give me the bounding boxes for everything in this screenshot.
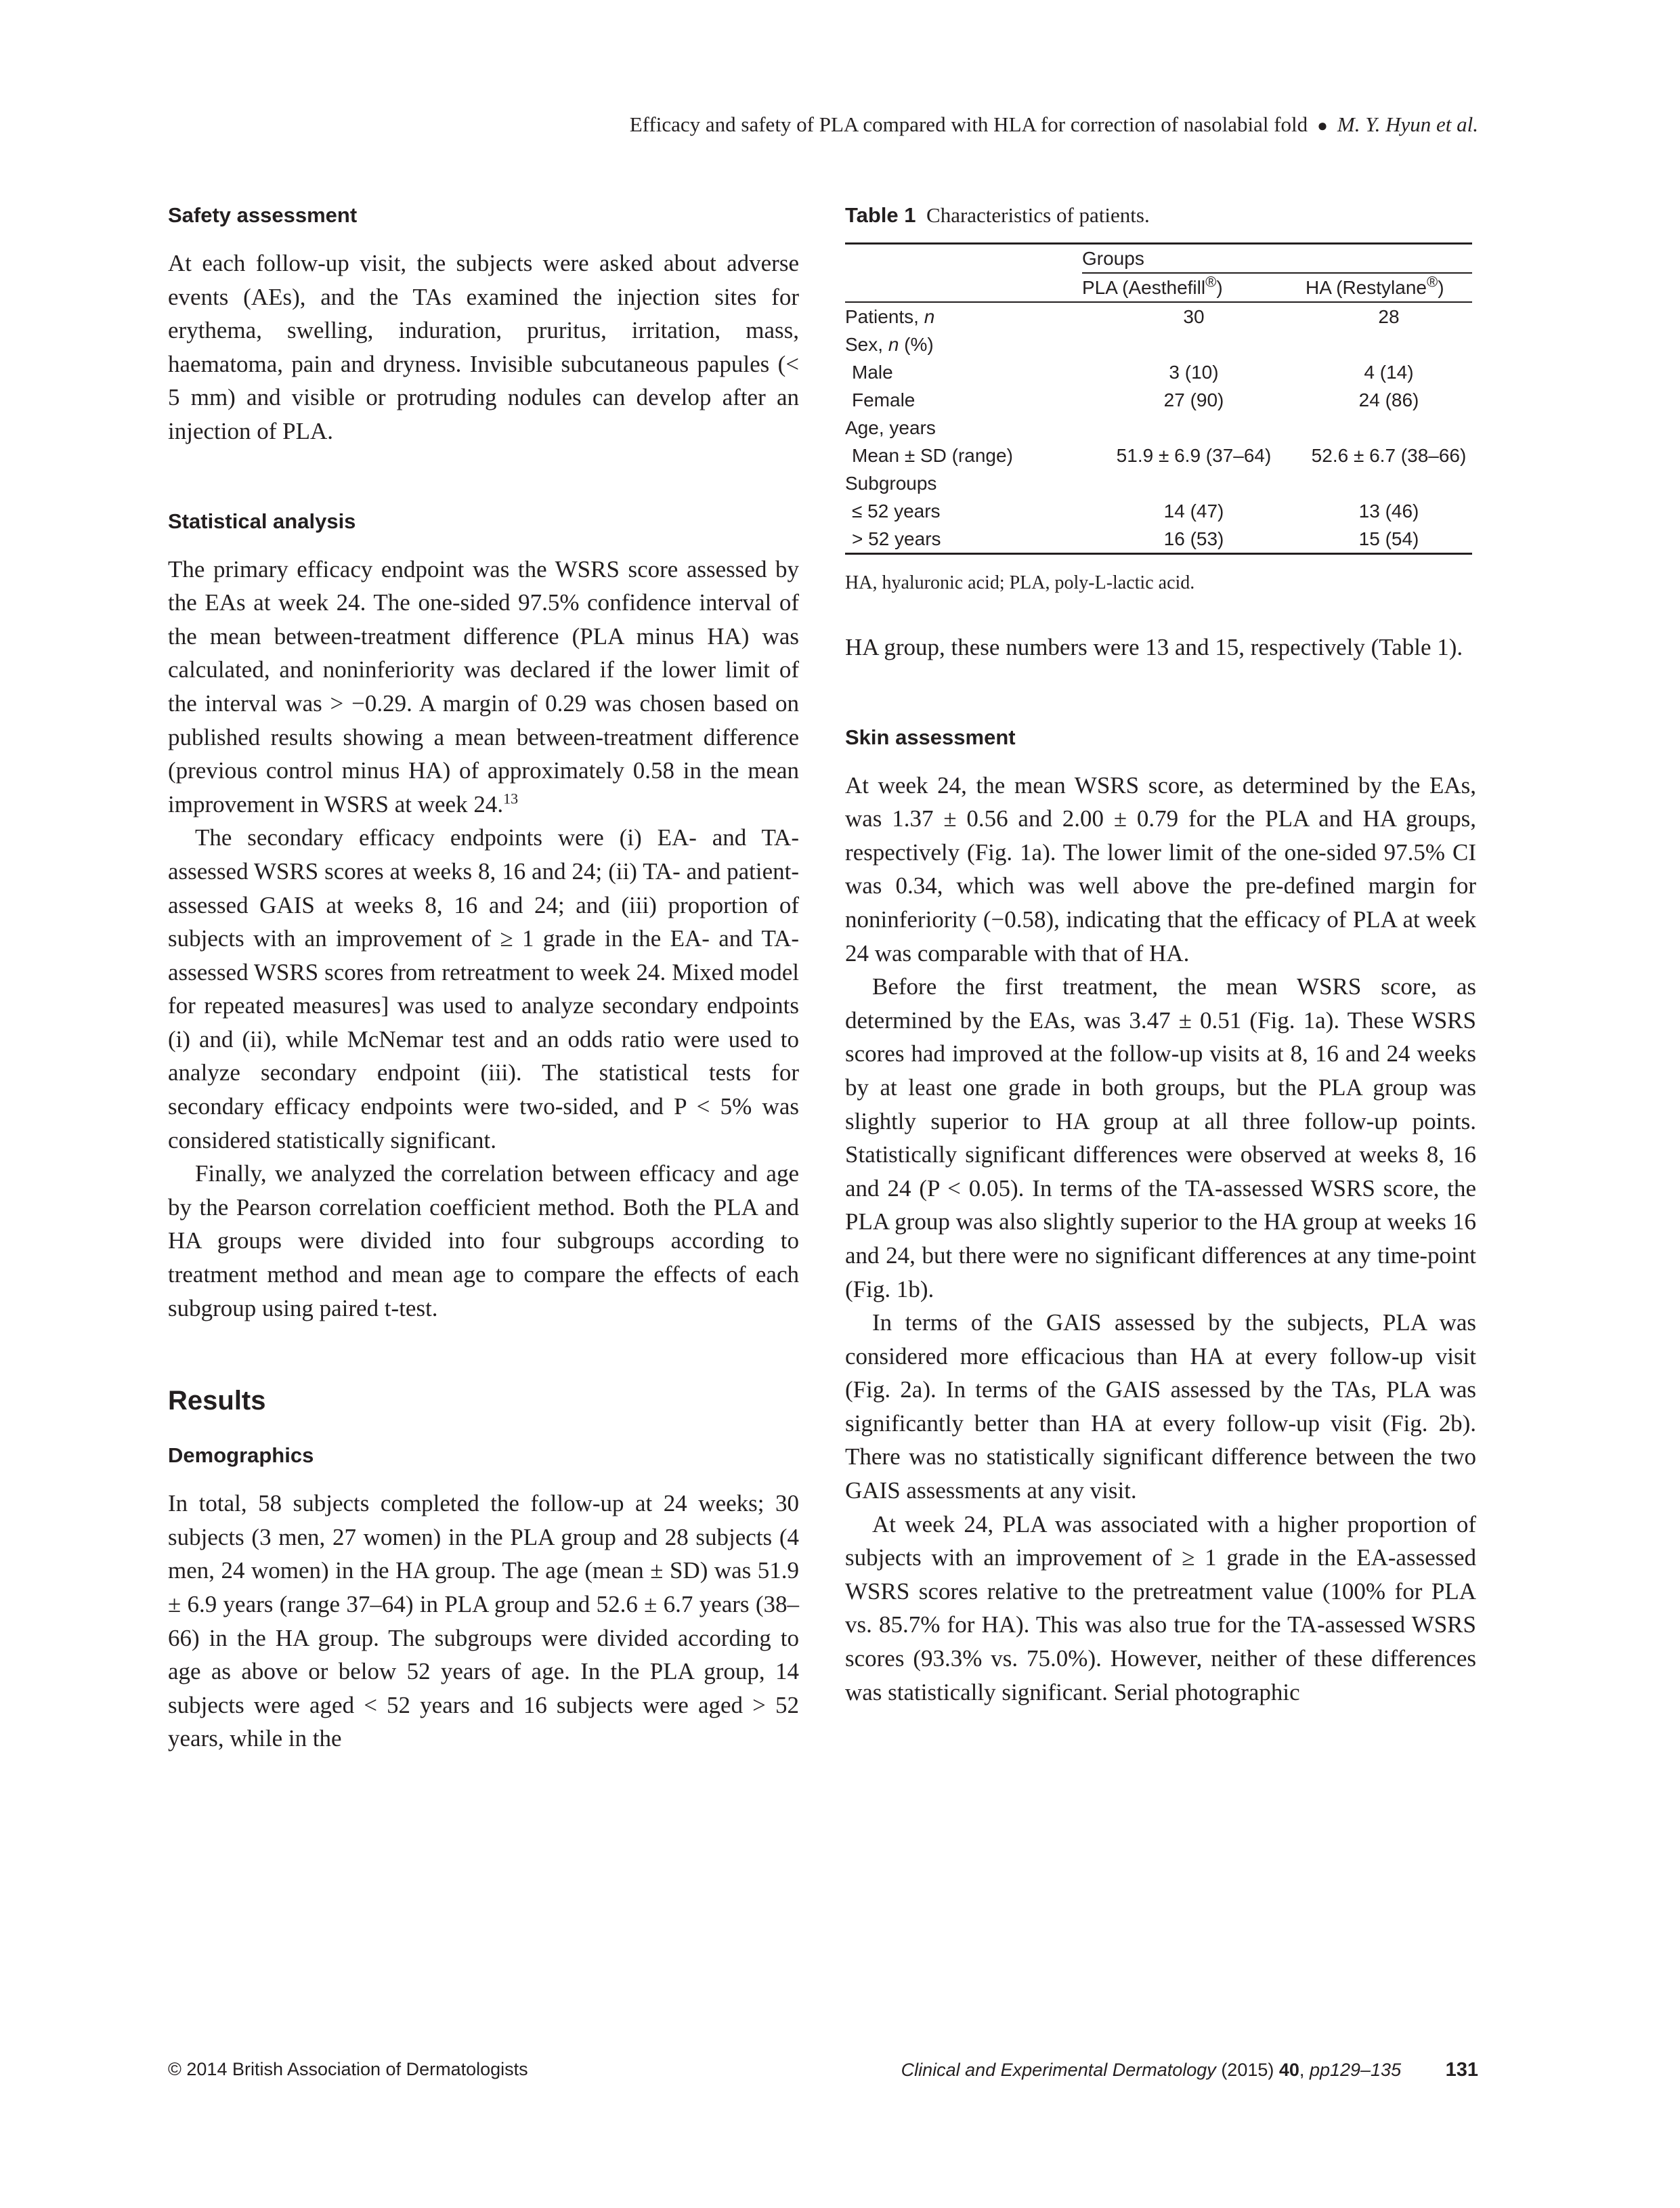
journal-year: (2015) [1221, 2060, 1274, 2080]
table-cell: 4 (14) [1364, 361, 1414, 383]
left-column [168, 203, 799, 1756]
bullet-separator: ● [1317, 116, 1328, 135]
table-cell: 30 [1183, 305, 1205, 327]
table-cell [1306, 331, 1472, 358]
paragraph-skin-2: Before the first treatment, the mean WSRS score, as determined by the EAs, was 3.47 ± 0.51 (Fig. 1a). These WSRS scores had improved at the follow-up visits at 8, 16 and 24 weeks by at least one grade in both groups, but the PLA group was slightly superior to HA group at all three follow-up points. Statistically significant differences were observed at weeks 8, 16 and 24 (P < 0.05). In terms of the TA-assessed WSRS score, the PLA group was also slightly superior to the HA group at weeks 16 and 24, but there were no significant differences at any time-point (Fig. 1b). [845, 973, 1476, 1302]
table-caption-text: Characteristics of patients. [926, 203, 1150, 227]
journal-name: Clinical and Experimental Dermatology [901, 2060, 1216, 2080]
table-cell: 24 (86) [1358, 389, 1419, 410]
paragraph-demographics: In total, 58 subjects completed the follow-up at 24 weeks; 30 subjects (3 men, 27 women) in the PLA group and 28 subjects (4 men, 24 women) in the HA group. The age (mean ± SD) was 51.9 ± 6.9 years (range 37–64) in PLA group and 52.6 ± 6.7 years (38–66) in the HA group. The subgroups were divided according to age as above or below 52 years of age. In the PLA group, 14 subjects were aged < 52 years and 16 subjects were aged > 52 years, while in the [168, 1490, 799, 1752]
paragraph-statistical-1 [168, 553, 799, 822]
section-heading-skin-assessment: Skin assessment [845, 725, 1016, 749]
table-cell: 14 (47) [1163, 500, 1224, 522]
label-text: Patients, [845, 305, 924, 327]
registered-mark: ® [1426, 273, 1438, 291]
journal-pages: pp129–135 [1309, 2060, 1402, 2080]
table-row [845, 302, 1472, 331]
table-cell: 28 [1378, 305, 1400, 327]
journal-volume: 40 [1278, 2060, 1299, 2080]
table-cell [1082, 414, 1306, 442]
label-italic: n [888, 333, 899, 355]
table-cell: 16 (53) [1082, 525, 1306, 554]
running-authors: M. Y. Hyun et al. [1337, 112, 1478, 136]
table-col-header-ha-text: HA (Restylane [1306, 276, 1427, 298]
registered-mark: ® [1205, 273, 1217, 291]
label-text: Sex, [845, 333, 888, 355]
paragraph-statistical-3: Finally, we analyzed the correlation between efficacy and age by the Pearson correlation coefficient method. Both the PLA and HA groups were divided into four subgroups according to treatment method and mean age to compare the effects of each subgroup using paired t-test. [168, 1160, 799, 1321]
section-heading-safety: Safety assessment [168, 203, 358, 227]
table-col-header-pla-text: PLA (Aesthefill [1082, 276, 1206, 298]
right-column [845, 203, 1476, 1709]
table-row-label: Female [852, 389, 916, 410]
table-col-header-ha: HA (Restylane®) [1306, 273, 1472, 302]
table-row-label: Subgroups [845, 472, 937, 494]
table-row [845, 331, 1472, 358]
table-footnote: HA, hyaluronic acid; PLA, poly-L-lactic acid. [845, 572, 1195, 593]
label-after: (%) [899, 333, 934, 355]
table-cell: 27 (90) [1163, 389, 1224, 410]
section-heading-results: Results [168, 1386, 266, 1416]
table-row-label: Male [852, 361, 893, 383]
table-col-header-pla: PLA (Aesthefill®) [1082, 273, 1306, 302]
table-row-label [845, 331, 1082, 358]
table-cell: 13 (46) [1358, 500, 1419, 522]
table-row-label: Age, years [845, 417, 936, 438]
table-cell: 3 (10) [1169, 361, 1219, 383]
table-cell [1306, 469, 1472, 497]
table-row-label [845, 302, 1082, 331]
footer-citation: Clinical and Experimental Dermatology (2015) 40, pp129–135 131 [901, 2059, 1478, 2081]
paragraph-statistical-2: The secondary efficacy endpoints were (i) EA- and TA-assessed WSRS scores at weeks 8, 16 and 24; (ii) TA- and patient-assessed GAIS at weeks 8, 16 and 24; and (iii) proportion of subjects with an improvement of ≥ 1 grade in the EA- and TA-assessed WSRS scores from retreatment to week 24. Mixed model for repeated measures] was used to analyze secondary endpoints (i) and (ii), while McNemar test and an odds ratio were used to analyze secondary endpoint (iii). The statistical tests for secondary efficacy endpoints were two-sided, and P < 5% was considered statistically significant. [168, 824, 799, 1153]
table-cell [1082, 469, 1306, 497]
table-cell: 52.6 ± 6.7 (38–66) [1311, 444, 1467, 466]
paragraph-skin-4: At week 24, PLA was associated with a higher proportion of subjects with an improvement of ≥ 1 grade in the EA-assessed WSRS scores relative to the pretreatment value (100% for PLA vs. 85.7% for HA). This was also true for the TA-assessed WSRS scores (93.3% vs. 75.0%). However, neither of these differences was statistically significant. Serial photographic [845, 1510, 1476, 1705]
paragraph-skin-1: At week 24, the mean WSRS score, as determined by the EAs, was 1.37 ± 0.56 and 2.00 ± 0.79 for the PLA and HA groups, respectively (Fig. 1a). The lower limit of the one-sided 97.5% CI was 0.34, which was well above the pre-defined margin for noninferiority (−0.58), indicating that the efficacy of PLA at week 24 was comparable with that of HA. [845, 771, 1476, 967]
table-cell: 51.9 ± 6.9 (37–64) [1116, 444, 1272, 466]
running-header [630, 112, 1478, 137]
paragraph-statistical-1-text: The primary efficacy endpoint was the WSRS score assessed by the EAs at week 24. The one-sided 97.5% confidence interval of the mean between-treatment difference (PLA minus HA) was calculated, and noninferiority was declared if the lower limit of the interval was > −0.29. A margin of 0.29 was chosen based on published results showing a mean between-treatment difference (previous control minus HA) of approximately 0.58 in the mean improvement in WSRS at week 24. [168, 555, 799, 818]
paragraph-safety: At each follow-up visit, the subjects were asked about adverse events (AEs), and the TAs examined the injection sites for erythema, swelling, induration, pruritus, irritation, mass, haematoma, pain and dryness. Invisible subcutaneous papules (< 5 mm) and visible or protruding nodules can develop after an injection of PLA. [168, 250, 799, 444]
table-row [845, 525, 1472, 554]
label-italic: n [924, 305, 935, 327]
patient-characteristics-table [845, 242, 1472, 555]
section-heading-statistical: Statistical analysis [168, 509, 356, 533]
table-cell [1082, 331, 1306, 358]
table-caption [845, 203, 1476, 228]
table-row [845, 358, 1472, 386]
table-row [845, 414, 1472, 442]
table-cell [1306, 414, 1472, 442]
table-row [845, 469, 1472, 497]
paragraph-skin-3: In terms of the GAIS assessed by the subjects, PLA was considered more efficacious than HA at every follow-up visit (Fig. 2a). In terms of the GAIS assessed by the TAs, PLA was significantly better than HA at every follow-up visit (Fig. 2b). There was no statistically significant difference between the two GAIS assessments at any visit. [845, 1309, 1476, 1504]
table-row-label: Mean ± SD (range) [852, 444, 1013, 466]
table-group-header: Groups [1082, 244, 1472, 274]
page-number: 131 [1445, 2059, 1478, 2081]
table-row-label: ≤ 52 years [852, 500, 941, 522]
table-row [845, 497, 1472, 525]
table-row [845, 386, 1472, 414]
paragraph-demographics-continued: HA group, these numbers were 13 and 15, respectively (Table 1). [845, 634, 1463, 660]
footer-copyright: © 2014 British Association of Dermatologists [168, 2059, 528, 2079]
table-row-label: > 52 years [845, 525, 1082, 554]
running-title: Efficacy and safety of PLA compared with HLA for correction of nasolabial fold [629, 112, 1308, 136]
table-label: Table 1 [845, 203, 916, 227]
section-heading-demographics: Demographics [168, 1443, 314, 1468]
reference-superscript: 13 [503, 790, 519, 807]
table-row [845, 442, 1472, 469]
table-cell: 15 (54) [1306, 525, 1472, 554]
